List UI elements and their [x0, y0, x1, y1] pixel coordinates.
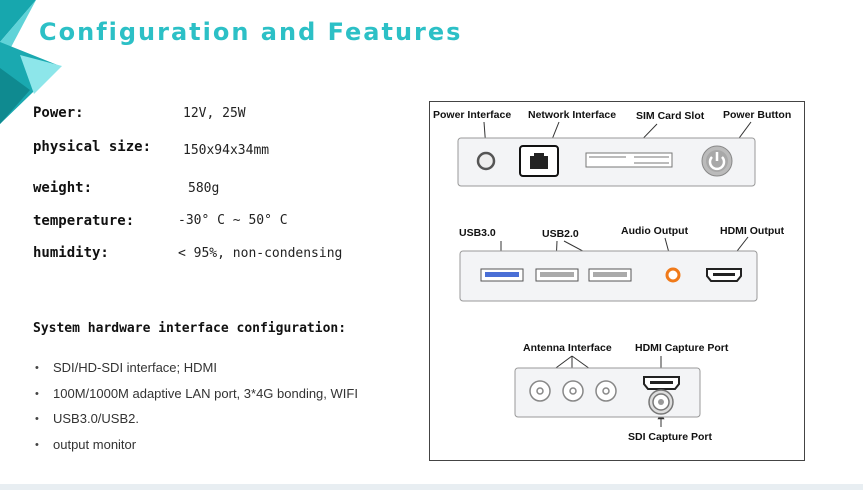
- spec-label-temperature: temperature:: [33, 213, 135, 229]
- usb2-port-2: [589, 269, 631, 281]
- spec-value-temperature: -30° C ~ 50° C: [178, 213, 288, 228]
- usb2-port-1: [536, 269, 578, 281]
- label-antenna-interface: Antenna Interface: [523, 342, 612, 354]
- page-title: Configuration and Features: [39, 18, 463, 46]
- spec-value-size: 150x94x34mm: [183, 143, 270, 158]
- antenna-port-3: [596, 381, 616, 401]
- usb3-port: [481, 269, 523, 281]
- footer-divider: [0, 484, 863, 490]
- antenna-port-2: [563, 381, 583, 401]
- sim-card-slot: [586, 153, 672, 167]
- list-item: • SDI/HD-SDI interface; HDMI: [33, 358, 358, 384]
- label-sim-card-slot: SIM Card Slot: [636, 110, 705, 122]
- spec-label-weight: weight:: [33, 180, 93, 196]
- label-usb2: USB2.0: [542, 228, 579, 240]
- spec-value-humidity: < 95%, non-condensing: [178, 246, 343, 261]
- label-hdmi-output: HDMI Output: [720, 225, 785, 237]
- section-title: System hardware interface configuration:: [33, 321, 347, 336]
- spec-value-weight: 580g: [188, 181, 220, 196]
- label-audio-output: Audio Output: [621, 225, 689, 237]
- hdmi-output-port: [707, 269, 741, 281]
- list-item: • output monitor: [33, 435, 358, 461]
- spec-label-power: Power:: [33, 105, 84, 121]
- list-item: • USB3.0/USB2.: [33, 409, 358, 435]
- label-usb3: USB3.0: [459, 227, 496, 239]
- label-hdmi-capture-port: HDMI Capture Port: [635, 342, 729, 354]
- label-power-button: Power Button: [723, 109, 792, 121]
- network-interface-port: [520, 146, 558, 176]
- antenna-port-1: [530, 381, 550, 401]
- ports-diagram: [429, 101, 806, 462]
- spec-label-size: physical size:: [33, 139, 152, 155]
- label-network-interface: Network Interface: [528, 109, 617, 121]
- hdmi-capture-port: [644, 377, 679, 389]
- power-button: [702, 146, 732, 176]
- label-sdi-capture-port: SDI Capture Port: [628, 431, 713, 443]
- feature-list: [33, 358, 358, 460]
- sdi-capture-port: [649, 390, 673, 414]
- list-item: • 100M/1000M adaptive LAN port, 3*4G bonding, WIFI: [33, 384, 358, 410]
- spec-label-humidity: humidity:: [33, 245, 109, 261]
- audio-output-port: [667, 269, 679, 281]
- power-interface-port: [478, 153, 494, 169]
- spec-value-power: 12V, 25W: [183, 106, 246, 121]
- label-power-interface: Power Interface: [433, 109, 512, 121]
